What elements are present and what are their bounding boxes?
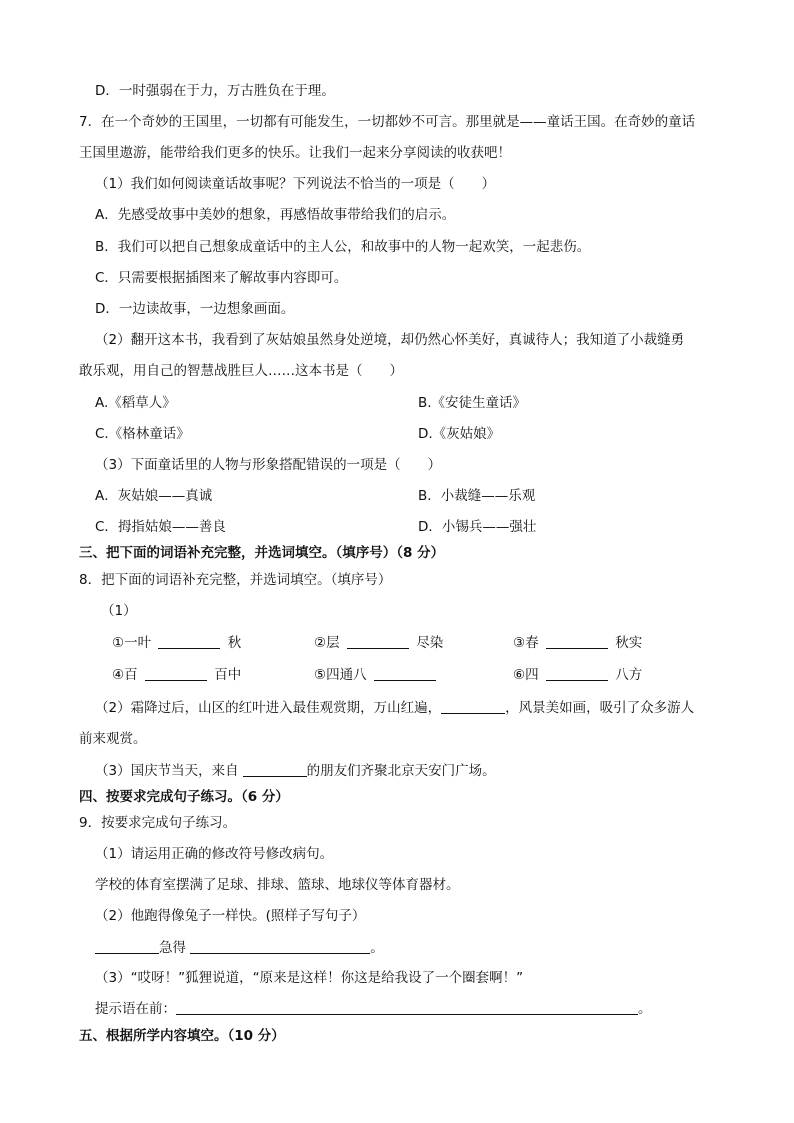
word-blank[interactable] [374,665,436,681]
word-prefix: ⑤四通八 [314,667,367,683]
q9-sub2-answer: 急得 。 [95,938,384,958]
q9-sub2: （2）他跑得像兔子一样快。(照样子写句子） [95,908,366,924]
word-blank[interactable] [546,665,608,681]
word-blank[interactable] [546,633,608,649]
q8-sub3-blank[interactable] [243,761,307,777]
q7-stem-line2: 王国里遨游，能带给我们更多的快乐。让我们一起来分享阅读的收获吧！ [79,145,511,161]
word-blank[interactable] [158,633,220,649]
q8-sub2-line2: 前来观赏。 [79,731,147,747]
q7-sub1-option-d: D．一边读故事，一边想象画面。 [95,301,295,317]
q7-sub1-question: （1）我们如何阅读童话故事呢？下列说法不恰当的一项是（ ） [95,176,496,192]
q7-sub2-option-b: B.《安徒生童话》 [418,395,527,411]
q8-sub2-line1: （2）霜降过后，山区的红叶进入最佳观赏期，万山红遍， ，风景美如画，吸引了众多游人 [95,700,695,716]
q9-sub1: （1）请运用正确的修改符号修改病句。 [95,846,334,862]
word-suffix: 八方 [615,667,643,683]
word-blank[interactable] [145,665,207,681]
word-item-2 [314,633,443,653]
q8-sub3-line: （3）国庆节当天，来自 的朋友们齐聚北京天安门广场。 [95,763,496,779]
q7-sub1-option-c: C．只需要根据插图来了解故事内容即可。 [95,270,348,286]
word-suffix: 尽染 [416,635,444,651]
q8-sub1-label: （1） [101,603,137,619]
q7-sub2-question-line2: 敢乐观，用自己的智慧战胜巨人……这本书是（ ） [79,363,403,379]
q6-option-d: D．一时强弱在于力，万古胜负在于理。 [95,83,335,99]
q7-sub3-option-b: B．小裁缝——乐观 [418,488,536,504]
q9-sub3-answer: 提示语在前： 。 [95,1001,652,1017]
q9-sub3: （3）“哎呀！”狐狸说道，“原来是这样！你这是给我设了一个圈套啊！” [95,970,524,986]
q7-sub3-option-a: A．灰姑娘——真诚 [95,488,213,504]
word-prefix: ②层 [314,635,340,651]
q7-sub2-option-d: D.《灰姑娘》 [418,426,501,442]
q7-sub2-option-c: C.《格林童话》 [95,426,190,442]
word-item-1 [112,633,241,653]
q9-sub3-blank[interactable] [176,999,638,1015]
q8-stem: 8．把下面的词语补充完整，并选词填空。（填序号） [79,572,392,588]
q7-sub3-question: （3）下面童话里的人物与形象搭配错误的一项是（ ） [95,457,442,473]
q7-sub1-option-b: B．我们可以把自己想象成童话中的主人公，和故事中的人物一起欢笑，一起悲伤。 [95,239,591,255]
q9-sub1-sentence: 学校的体育室摆满了足球、排球、篮球、地球仪等体育器材。 [95,877,460,893]
q8-sub2-blank[interactable] [441,698,505,714]
q9-sub2-blank-1[interactable] [95,938,159,954]
word-prefix: ④百 [112,667,138,683]
q9-stem: 9．按要求完成句子练习。 [79,815,237,831]
word-blank[interactable] [347,633,409,649]
q7-sub3-option-d: D．小锡兵——强壮 [418,519,537,535]
q7-sub3-option-c: C．拇指姑娘——善良 [95,519,226,535]
word-item-5 [314,665,439,685]
word-prefix: ③春 [513,635,539,651]
q9-sub2-blank-2[interactable] [190,938,370,954]
q7-sub1-option-a: A．先感受故事中美妙的想象，再感悟故事带给我们的启示。 [95,207,456,223]
word-suffix: 秋实 [615,635,643,651]
word-item-3 [513,633,642,653]
word-suffix: 百中 [214,667,242,683]
word-prefix: ①一叶 [112,635,152,651]
word-item-6 [513,665,642,685]
word-prefix: ⑥四 [513,667,539,683]
word-item-4 [112,665,241,685]
q7-sub2-question-line1: （2）翻开这本书，我看到了灰姑娘虽然身处逆境，却仍然心怀美好，真诚待人；我知道了小裁缝勇 [95,332,685,348]
q7-stem-line1: 7．在一个奇妙的王国里，一切都有可能发生，一切都妙不可言。那里就是——童话王国。在奇妙的童话 [79,114,696,130]
q7-sub2-option-a: A.《稻草人》 [95,395,176,411]
word-suffix: 秋 [227,635,242,651]
section5-heading: 五、根据所学内容填空。（10 分） [79,1028,285,1044]
section3-heading: 三、把下面的词语补充完整，并选词填空。（填序号）（8 分） [79,545,445,561]
section4-heading: 四、按要求完成句子练习。（6 分） [79,789,289,805]
